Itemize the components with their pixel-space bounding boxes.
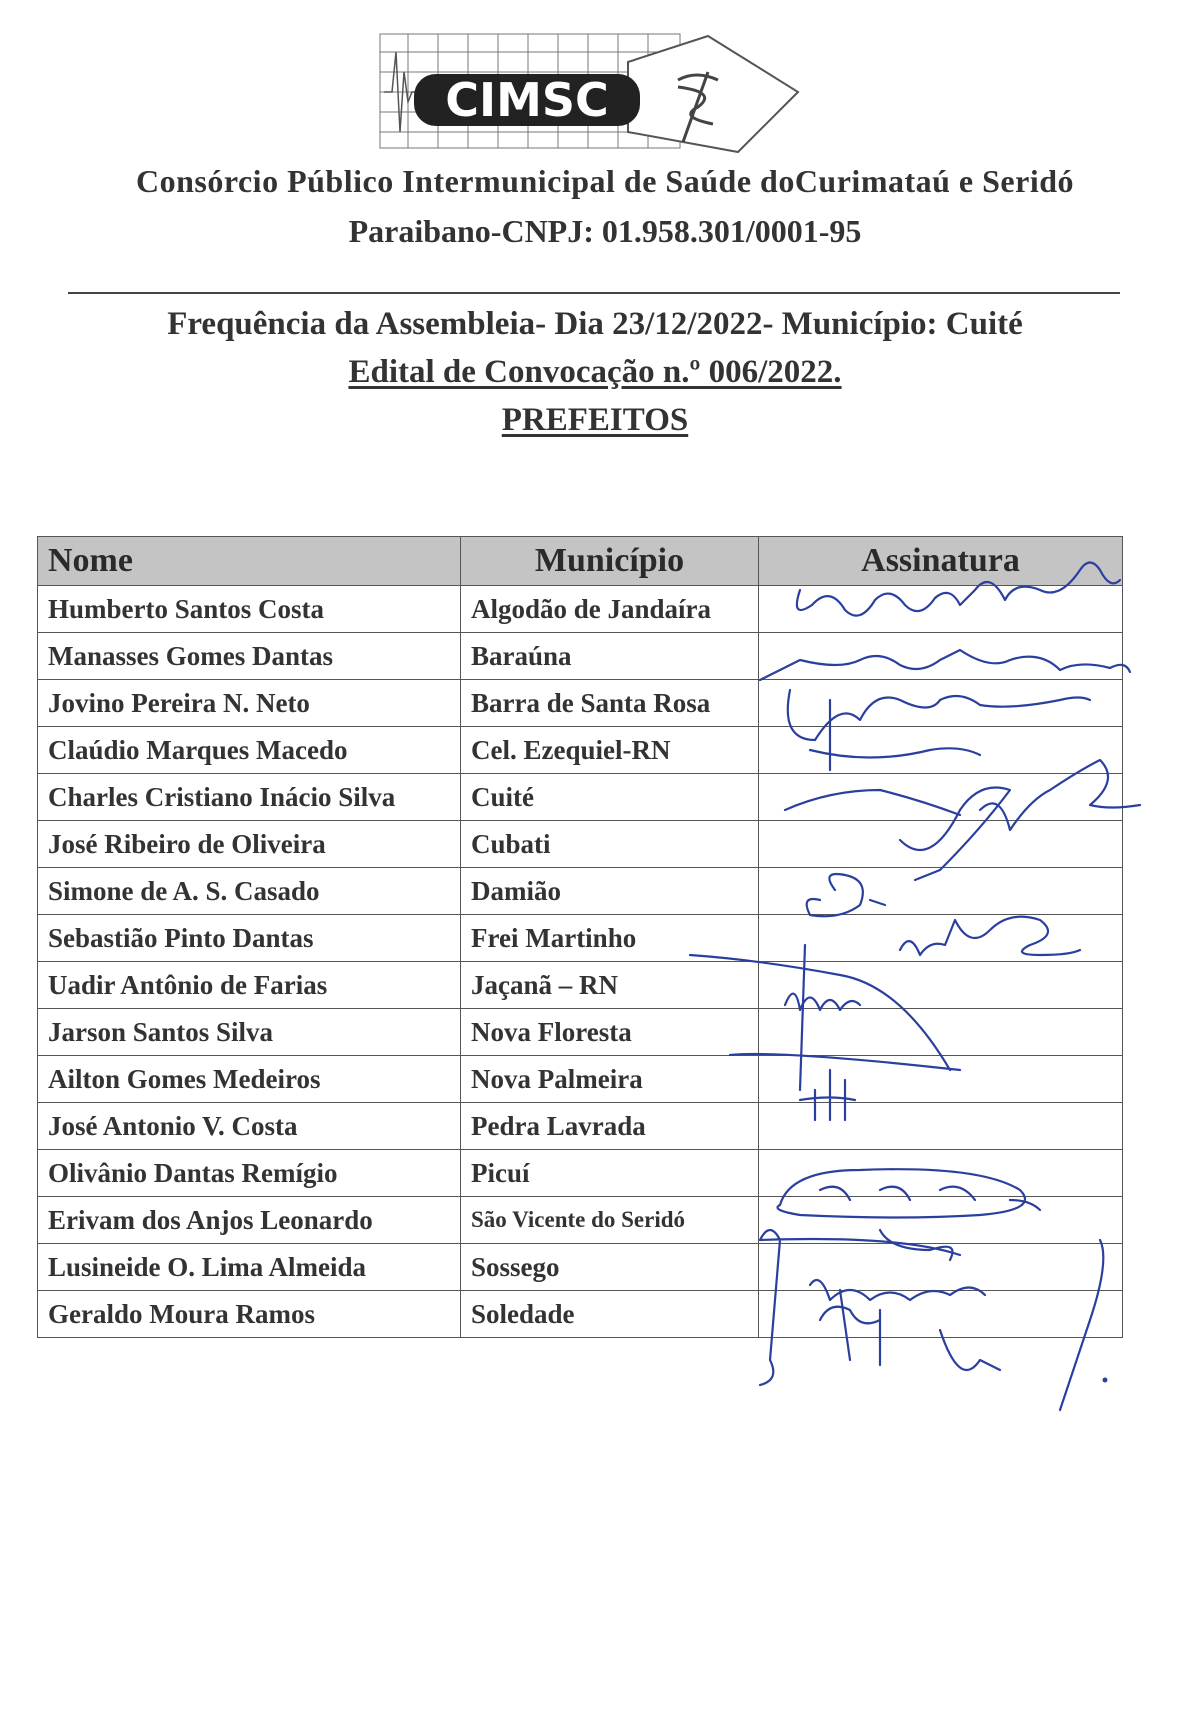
org-name-line1: Consórcio Público Intermunicipal de Saúde doCurimataú e Seridó xyxy=(135,163,1075,199)
cell-assinatura xyxy=(759,680,1123,727)
cell-assinatura xyxy=(759,962,1123,1009)
table-row xyxy=(38,1103,1123,1150)
logo-graphic xyxy=(378,32,818,156)
cell-municipio: Barra de Santa Rosa xyxy=(461,680,759,727)
assembly-title: Frequência da Assembleia- Dia 23/12/2022- Município: Cuité xyxy=(167,306,1023,342)
cell-nome: Manasses Gomes Dantas xyxy=(38,633,461,680)
section-title: PREFEITOS xyxy=(501,402,689,438)
cell-municipio: Cubati xyxy=(461,821,759,868)
table-row xyxy=(38,774,1123,821)
cell-assinatura xyxy=(759,586,1123,633)
cell-assinatura xyxy=(759,868,1123,915)
logo-text: CIMSC xyxy=(445,73,609,127)
table-row xyxy=(38,1197,1123,1244)
cell-nome: Uadir Antônio de Farias xyxy=(38,962,461,1009)
cell-assinatura xyxy=(759,1009,1123,1056)
table-row xyxy=(38,680,1123,727)
cell-assinatura xyxy=(759,915,1123,962)
cell-assinatura xyxy=(759,1056,1123,1103)
cell-assinatura xyxy=(759,821,1123,868)
edital-title: Edital de Convocação n.º 006/2022. xyxy=(348,354,842,390)
cell-municipio: Cel. Ezequiel-RN xyxy=(461,727,759,774)
cell-municipio: Nova Floresta xyxy=(461,1009,759,1056)
table-row xyxy=(38,727,1123,774)
cell-assinatura xyxy=(759,1244,1123,1291)
cell-municipio: Baraúna xyxy=(461,633,759,680)
table-row xyxy=(38,915,1123,962)
attendance-table xyxy=(37,536,1123,1338)
table-row xyxy=(38,1291,1123,1338)
table-row xyxy=(38,962,1123,1009)
cell-assinatura xyxy=(759,633,1123,680)
cell-assinatura xyxy=(759,727,1123,774)
cell-municipio: Picuí xyxy=(461,1150,759,1197)
cell-assinatura xyxy=(759,1197,1123,1244)
cell-municipio: Algodão de Jandaíra xyxy=(461,586,759,633)
table-row xyxy=(38,1244,1123,1291)
table-row xyxy=(38,1056,1123,1103)
cell-nome: Sebastião Pinto Dantas xyxy=(38,915,461,962)
table-row xyxy=(38,821,1123,868)
org-name-line2: Paraibano-CNPJ: 01.958.301/0001-95 xyxy=(348,213,862,249)
cell-municipio: Cuité xyxy=(461,774,759,821)
cell-nome: Jarson Santos Silva xyxy=(38,1009,461,1056)
table-header-row xyxy=(38,537,1123,586)
table-row xyxy=(38,868,1123,915)
cell-nome: Geraldo Moura Ramos xyxy=(38,1291,461,1338)
header-assinatura: Assinatura xyxy=(759,537,1123,586)
cell-municipio: Soledade xyxy=(461,1291,759,1338)
cell-assinatura xyxy=(759,1291,1123,1338)
cell-nome: Olivânio Dantas Remígio xyxy=(38,1150,461,1197)
header-nome: Nome xyxy=(38,537,461,586)
cell-municipio: Nova Palmeira xyxy=(461,1056,759,1103)
document-headings xyxy=(40,300,1150,444)
cell-municipio: São Vicente do Seridó xyxy=(461,1197,759,1244)
cimsc-logo xyxy=(378,32,818,156)
cell-municipio: Frei Martinho xyxy=(461,915,759,962)
cell-nome: Humberto Santos Costa xyxy=(38,586,461,633)
table-row xyxy=(38,586,1123,633)
header-divider xyxy=(68,292,1120,294)
cell-nome: Claúdio Marques Macedo xyxy=(38,727,461,774)
cell-municipio: Pedra Lavrada xyxy=(461,1103,759,1150)
table-row xyxy=(38,1150,1123,1197)
cell-nome: Ailton Gomes Medeiros xyxy=(38,1056,461,1103)
signature-dot xyxy=(1103,1378,1108,1383)
cell-nome: Lusineide O. Lima Almeida xyxy=(38,1244,461,1291)
cell-assinatura xyxy=(759,1103,1123,1150)
cell-nome: Jovino Pereira N. Neto xyxy=(38,680,461,727)
cell-nome: Erivam dos Anjos Leonardo xyxy=(38,1197,461,1244)
cell-nome: José Ribeiro de Oliveira xyxy=(38,821,461,868)
table-row xyxy=(38,633,1123,680)
cell-municipio: Sossego xyxy=(461,1244,759,1291)
cell-assinatura xyxy=(759,774,1123,821)
header-municipio: Município xyxy=(461,537,759,586)
table-row xyxy=(38,1009,1123,1056)
cell-municipio: Jaçanã – RN xyxy=(461,962,759,1009)
cell-assinatura xyxy=(759,1150,1123,1197)
cell-nome: Simone de A. S. Casado xyxy=(38,868,461,915)
cell-nome: Charles Cristiano Inácio Silva xyxy=(38,774,461,821)
organization-header xyxy=(40,156,1170,256)
cell-municipio: Damião xyxy=(461,868,759,915)
cell-nome: José Antonio V. Costa xyxy=(38,1103,461,1150)
